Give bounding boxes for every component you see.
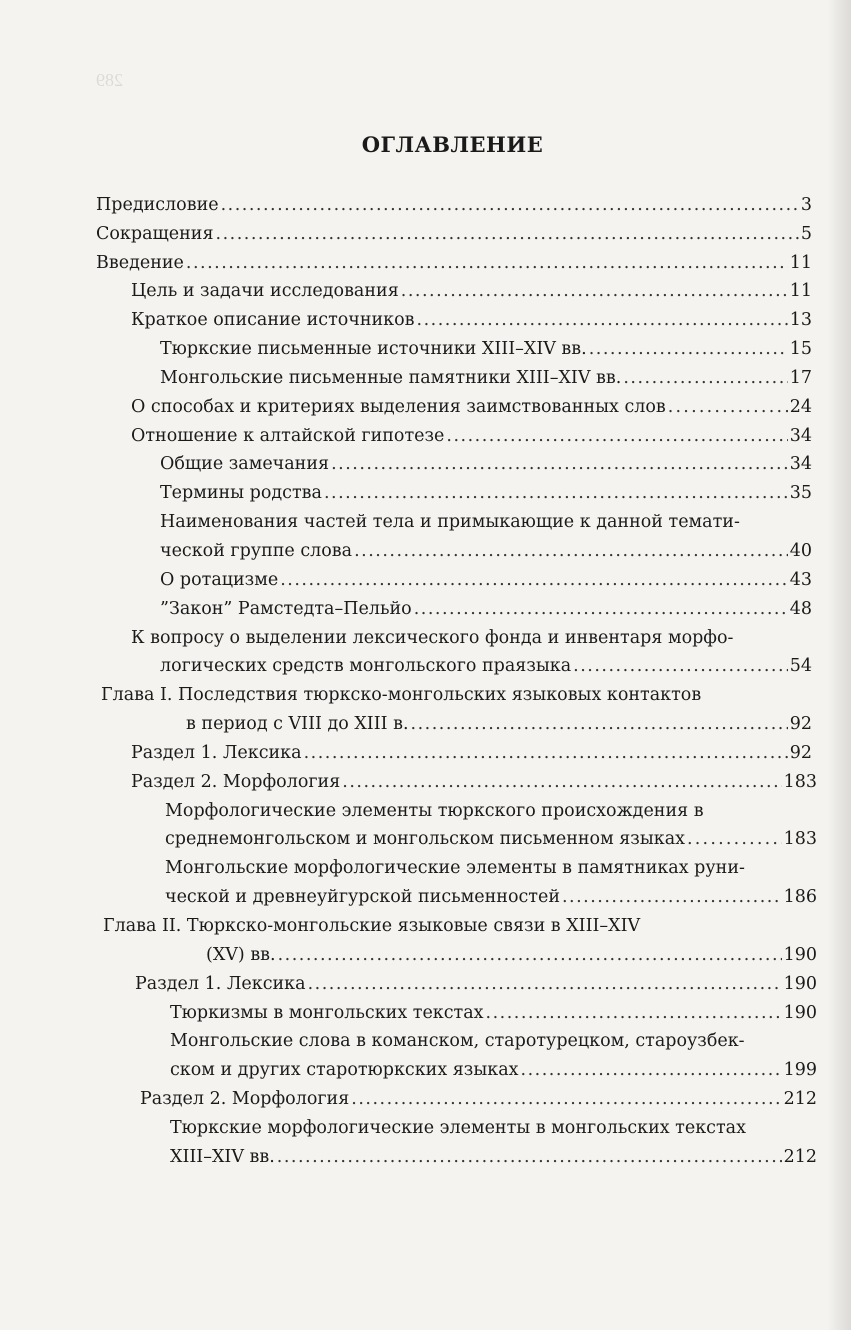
toc-entry	[131, 279, 812, 303]
toc-entry	[165, 885, 817, 909]
toc-page-number: 48	[789, 599, 812, 619]
toc-entry-title: Раздел 1. Лексика	[131, 743, 302, 763]
toc-page-number: 183	[783, 829, 817, 849]
toc-page-number: 212	[783, 1147, 817, 1167]
toc-page-number: 43	[789, 570, 812, 590]
toc-entry-title: Наименования частей тела и примыкающие к данной темати-	[160, 512, 740, 532]
toc-leader-dots	[324, 481, 788, 505]
toc-page-number: 15	[789, 339, 812, 359]
toc-entry	[160, 452, 812, 476]
toc-entry	[206, 943, 817, 967]
toc-entry-title: Предисловие	[96, 195, 219, 215]
toc-entry	[160, 654, 812, 678]
toc-entry-title: Тюркские морфологические элементы в монгольских текстах	[170, 1118, 746, 1138]
bleed-through-page-number: 289	[96, 70, 123, 90]
toc-leader-dots	[401, 279, 788, 303]
toc-leader-dots	[221, 193, 799, 217]
toc-entry	[96, 251, 812, 275]
toc-entry-title: ческой группе слова	[160, 541, 353, 561]
toc-entry-title: К вопросу о выделении лексического фонда и инвентаря морфо-	[131, 628, 734, 648]
toc-leader-dots	[687, 827, 782, 851]
toc-entry-title: Тюркизмы в монгольских текстах	[170, 1003, 484, 1023]
toc-leader-dots	[342, 770, 781, 794]
toc-page-number: 190	[783, 1003, 817, 1023]
toc-page-number: 34	[789, 426, 812, 446]
toc-page-number: 3	[800, 195, 812, 215]
toc-leader-dots	[486, 1001, 782, 1025]
toc-entry	[131, 395, 812, 419]
toc-entry	[103, 914, 640, 938]
toc-entry	[160, 568, 812, 592]
toc-leader-dots	[277, 1145, 782, 1169]
toc-leader-dots	[562, 885, 782, 909]
toc-entry-title: Краткое описание источников	[131, 310, 415, 330]
toc-page-number: 5	[800, 224, 812, 244]
toc-entry-title: логических средств монгольского праязыка	[160, 656, 572, 676]
toc-page-number: 13	[789, 310, 812, 330]
toc-entry	[170, 1058, 817, 1082]
toc-entry-title: Монгольские слова в команском, старотурецком, староузбек-	[170, 1031, 745, 1051]
toc-entry-title: Отношение к алтайской гипотезе	[131, 426, 445, 446]
toc-entry	[96, 193, 812, 217]
toc-page-number: 40	[789, 541, 812, 561]
toc-entry-title: Общие замечания	[160, 454, 330, 474]
toc-page-number: 92	[789, 743, 812, 763]
toc-entry	[170, 1001, 817, 1025]
toc-page-number: 11	[789, 253, 812, 273]
toc-entry	[160, 597, 812, 621]
toc-leader-dots	[414, 597, 788, 621]
toc-entry	[170, 1029, 745, 1053]
toc-entry	[160, 337, 812, 361]
toc-entry	[131, 626, 733, 650]
toc-leader-dots	[417, 308, 788, 332]
toc-entry-title: О способах и критериях выделения заимствованных слов	[131, 397, 666, 417]
toc-entry	[165, 856, 745, 880]
toc-leader-dots	[668, 395, 788, 419]
toc-page-number: 190	[783, 945, 817, 965]
toc-entry	[186, 712, 812, 736]
toc-entry-title: Морфологические элементы тюркского происхождения в	[165, 801, 704, 821]
toc-entry	[135, 972, 817, 996]
page-title: ОГЛАВЛЕНИЕ	[361, 132, 544, 157]
toc-entry-title: Монгольские морфологические элементы в памятниках руни-	[165, 858, 745, 878]
toc-entry	[165, 827, 817, 851]
toc-leader-dots	[304, 741, 788, 765]
toc-leader-dots	[308, 972, 782, 996]
toc-entry-title: в период с VIII до XIII в.	[186, 714, 409, 734]
toc-leader-dots	[354, 539, 788, 563]
toc-entry	[131, 770, 817, 794]
toc-page-number: 24	[789, 397, 812, 417]
toc-entry	[96, 222, 812, 246]
toc-entry	[140, 1087, 817, 1111]
toc-entry-title: Глава I. Последствия тюркско-монгольских языковых контактов	[101, 685, 702, 705]
toc-page-number: 54	[789, 656, 812, 676]
toc-leader-dots	[186, 251, 788, 275]
page-edge-shadow	[827, 0, 851, 1330]
toc-leader-dots	[589, 337, 788, 361]
toc-entry-title: Раздел 1. Лексика	[135, 974, 306, 994]
toc-entry	[131, 741, 812, 765]
toc-entry-title: Цель и задачи исследования	[131, 281, 399, 301]
toc-page-number: 186	[783, 887, 817, 907]
toc-entry-title: Глава II. Тюркско-монгольские языковые связи в XIII–XIV	[103, 916, 641, 936]
toc-leader-dots	[331, 452, 788, 476]
toc-entry-title: Термины родства	[160, 483, 322, 503]
toc-entry	[160, 539, 812, 563]
toc-page-number: 34	[789, 454, 812, 474]
toc-entry	[165, 799, 704, 823]
toc-entry-title: Сокращения	[96, 224, 214, 244]
toc-page-number: 92	[789, 714, 812, 734]
toc-entry	[101, 683, 701, 707]
toc-leader-dots	[280, 568, 788, 592]
toc-entry	[160, 481, 812, 505]
toc-leader-dots	[351, 1087, 781, 1111]
toc-entry-title: ском и других старотюркских языках	[170, 1060, 519, 1080]
toc-page-number: 35	[789, 483, 812, 503]
toc-entry-title: О ротацизме	[160, 570, 279, 590]
toc-entry-title: Тюркские письменные источники XIII–XIV вв.	[160, 339, 587, 359]
toc-leader-dots	[278, 943, 782, 967]
toc-entry-title: среднемонгольском и монгольском письменном языках	[165, 829, 686, 849]
toc-entry-title: Введение	[96, 253, 184, 273]
toc-entry-title: XIII–XIV вв.	[170, 1147, 275, 1167]
toc-leader-dots	[411, 712, 788, 736]
toc-page-number: 183	[783, 772, 817, 792]
toc-page-number: 199	[783, 1060, 817, 1080]
toc-entry	[160, 510, 740, 534]
toc-entry	[170, 1116, 746, 1140]
toc-page-number: 212	[783, 1089, 817, 1109]
toc-page-number: 190	[783, 974, 817, 994]
toc-page-number: 17	[789, 368, 812, 388]
toc-entry-title: Раздел 2. Морфология	[131, 772, 341, 792]
toc-entry	[131, 308, 812, 332]
toc-entry	[160, 366, 812, 390]
toc-leader-dots	[623, 366, 787, 390]
toc-entry-title: ческой и древнеуйгурской письменностей	[165, 887, 560, 907]
toc-entry-title: ”Закон” Рамстедта–Пельйо	[160, 599, 412, 619]
toc-leader-dots	[573, 654, 788, 678]
toc-entry	[170, 1145, 817, 1169]
toc-entry-title: Монгольские письменные памятники XIII–XIV вв.	[160, 368, 622, 388]
toc-entry	[131, 424, 812, 448]
toc-entry-title: Раздел 2. Морфология	[140, 1089, 350, 1109]
toc-page-number: 11	[789, 281, 812, 301]
toc-leader-dots	[521, 1058, 782, 1082]
toc-leader-dots	[216, 222, 799, 246]
toc-entry-title: (XV) вв.	[206, 945, 276, 965]
toc-leader-dots	[446, 424, 787, 448]
